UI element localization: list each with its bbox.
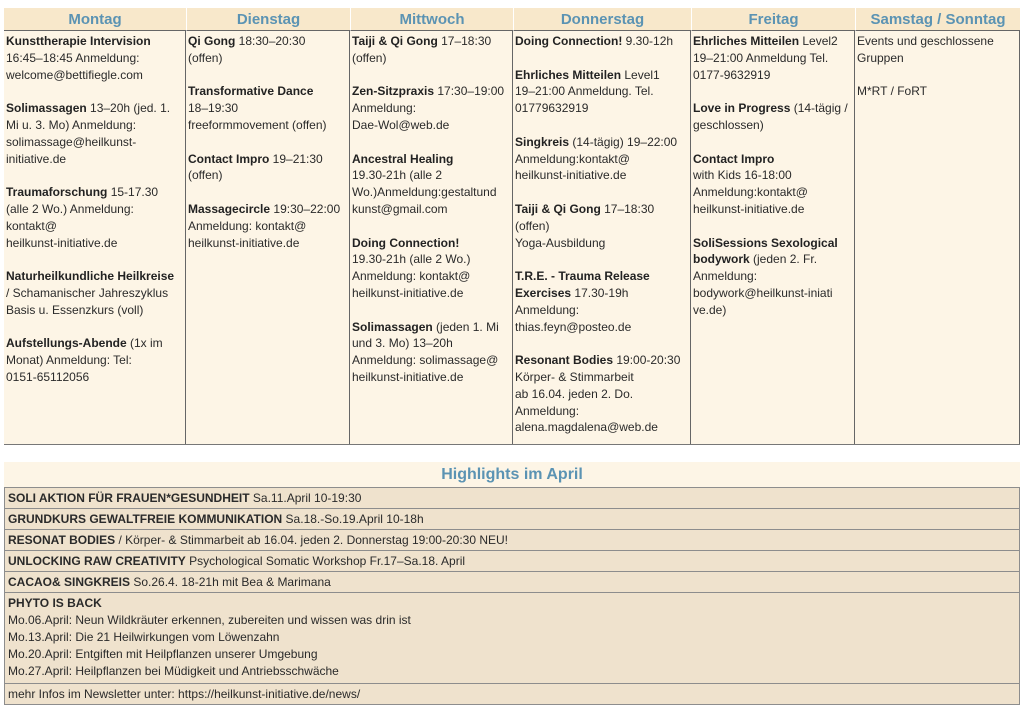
phyto-line: Mo.06.April: Neun Wildkräuter erkennen, zubereiten und wissen was drin ist bbox=[8, 613, 411, 627]
highlight-row bbox=[4, 530, 1020, 551]
entry-line: 01779632919 bbox=[515, 101, 589, 116]
entry-line: (offen) bbox=[352, 50, 387, 65]
entry-line: 19–21:00 Anmeldung. Tel. bbox=[515, 84, 654, 99]
schedule-entry bbox=[515, 134, 688, 184]
highlight-title: RESONAT BODIES bbox=[8, 533, 116, 547]
entry-line: 19–21:00 Anmeldung Tel. bbox=[693, 50, 829, 65]
entry-line: freeformmovement (offen) bbox=[188, 117, 327, 132]
entry-line: welcome@bettifiegle.com bbox=[6, 67, 143, 82]
schedule-entry bbox=[693, 33, 852, 83]
day-column bbox=[855, 31, 1020, 444]
entry-title: Traumaforschung bbox=[6, 185, 108, 200]
schedule-entry bbox=[6, 100, 183, 167]
schedule-entry bbox=[515, 201, 688, 251]
entry-line: with Kids 16-18:00 bbox=[693, 168, 792, 183]
entry-inline-text: 17–18:30 bbox=[437, 34, 492, 48]
entry-title: Ehrliches Mitteilen bbox=[693, 34, 800, 48]
entry-title: Kunsttherapie Intervision bbox=[6, 34, 151, 48]
schedule-entry bbox=[352, 33, 510, 67]
entry-title: Taiji & Qi Gong bbox=[515, 201, 601, 216]
day-header: Freitag bbox=[691, 8, 855, 31]
entry-line: initiative.de bbox=[6, 151, 67, 166]
entry-line: Events und geschlossene bbox=[857, 34, 994, 48]
highlight-details: So.26.4. 18-21h mit Bea & Marimana bbox=[130, 575, 331, 589]
entry-inline-text: 17:30–19:00 bbox=[434, 84, 505, 99]
entry-line: Gruppen bbox=[857, 50, 904, 65]
entry-inline-text: 15-17.30 bbox=[107, 185, 159, 200]
entry-title: Taiji & Qi Gong bbox=[352, 34, 438, 48]
highlight-details: Psychological Somatic Workshop Fr.17–Sa.18. April bbox=[185, 554, 466, 568]
schedule-entry bbox=[352, 319, 510, 386]
highlights-section bbox=[4, 462, 1020, 705]
entry-line: Anmeldung: bbox=[352, 101, 417, 116]
entry-title: Doing Connection! bbox=[515, 34, 623, 48]
highlight-title: SOLI AKTION FÜR FRAUEN*GESUNDHEIT bbox=[8, 491, 250, 505]
day-header: Donnerstag bbox=[513, 8, 691, 31]
entry-line: bodywork@heilkunst-iniati bbox=[693, 285, 833, 300]
schedule-entry bbox=[857, 33, 1017, 67]
schedule-entry bbox=[352, 83, 510, 133]
entry-line: Körper- & Stimmarbeit bbox=[515, 369, 634, 384]
schedule-entry bbox=[188, 151, 347, 185]
entry-title: bodywork bbox=[693, 252, 750, 267]
entry-line: alena.magdalena@web.de bbox=[515, 420, 658, 435]
entry-line: (alle 2 Wo.) Anmeldung: bbox=[6, 201, 134, 216]
schedule-entry bbox=[188, 83, 347, 133]
entry-title: Contact Impro bbox=[693, 151, 775, 166]
entry-title: Singkreis bbox=[515, 134, 570, 149]
highlight-title: GRUNDKURS GEWALTFREIE KOMMUNIKATION bbox=[8, 512, 283, 526]
entry-line: 18–19:30 bbox=[188, 101, 239, 116]
entry-line: ve.de) bbox=[693, 302, 727, 317]
schedule-entry bbox=[352, 235, 510, 302]
day-column bbox=[186, 31, 350, 444]
entry-line: Anmeldung: bbox=[515, 403, 580, 418]
day-header: Dienstag bbox=[186, 8, 350, 31]
entry-inline-text: 13–20h (jed. 1. bbox=[86, 101, 171, 116]
newsletter-text: mehr Infos im Newsletter unter: https://heilkunst-initiative.de/news/ bbox=[8, 687, 361, 701]
schedule-entry bbox=[515, 33, 688, 50]
entry-inline-text: (jeden 1. Mi bbox=[432, 319, 499, 334]
entry-title: Contact Impro bbox=[188, 151, 270, 166]
highlight-row bbox=[4, 551, 1020, 572]
schedule-entry bbox=[857, 83, 1017, 100]
entry-title: Solimassagen bbox=[352, 319, 433, 334]
entry-inline-text: 17.30-19h bbox=[571, 285, 629, 300]
entry-inline-text: Level2 bbox=[799, 34, 838, 48]
entry-title: Exercises bbox=[515, 285, 572, 300]
schedule-entry bbox=[6, 184, 183, 251]
entry-line: und 3. Mo) 13–20h bbox=[352, 336, 453, 351]
entry-inline-text: 17–18:30 bbox=[600, 201, 655, 216]
entry-title: Naturheilkundliche Heilkreise bbox=[6, 269, 175, 284]
schedule-entry bbox=[515, 268, 688, 285]
entry-line: Dae-Wol@web.de bbox=[352, 117, 450, 132]
schedule-entry bbox=[188, 201, 347, 251]
entry-line: heilkunst-initiative.de bbox=[352, 285, 464, 300]
entry-line: heilkunst-initiative.de bbox=[515, 168, 627, 183]
phyto-block bbox=[4, 593, 1020, 684]
entry-line: 0151-65112056 bbox=[6, 369, 90, 384]
schedule-entry bbox=[693, 100, 852, 134]
entry-inline-text: 19:30–22:00 bbox=[270, 201, 341, 216]
entry-line: (offen) bbox=[188, 50, 223, 65]
entry-line: heilkunst-initiative.de bbox=[188, 235, 300, 250]
phyto-line: Mo.20.April: Entgiften mit Heilpflanzen unserer Umgebung bbox=[8, 647, 318, 661]
schedule-entry bbox=[6, 268, 183, 318]
entry-line: 19.30-21h (alle 2 Wo.) bbox=[352, 252, 471, 267]
entry-line: geschlossen) bbox=[693, 117, 764, 132]
entry-line: (offen) bbox=[515, 218, 550, 233]
entry-title: Solimassagen bbox=[6, 101, 87, 116]
day-column bbox=[4, 31, 186, 444]
entry-inline-text: 19–21:30 bbox=[269, 151, 323, 166]
entry-inline-text: 19:00-20:30 bbox=[613, 353, 681, 368]
schedule-entry bbox=[515, 67, 688, 117]
highlights-title: Highlights im April bbox=[4, 462, 1020, 487]
entry-line: Anmeldung: bbox=[515, 302, 580, 317]
entry-inline-text: 18:30–20:30 bbox=[235, 34, 306, 48]
entry-title: Massagecircle bbox=[188, 201, 271, 216]
entry-inline-text: (14-tägig) 19–22:00 bbox=[569, 134, 678, 149]
highlight-title: CACAO& SINGKREIS bbox=[8, 575, 131, 589]
entry-title: Resonant Bodies bbox=[515, 353, 614, 368]
entry-title: Ancestral Healing bbox=[352, 151, 454, 166]
entry-line: / Schamanischer Jahreszyklus bbox=[6, 285, 169, 300]
entry-line: Anmeldung: kontakt@ bbox=[352, 269, 471, 284]
day-header: Montag bbox=[4, 8, 186, 31]
entry-line: Anmeldung: bbox=[693, 269, 758, 284]
entry-title: Love in Progress bbox=[693, 101, 791, 116]
entry-inline-text: 9.30-12h bbox=[622, 34, 674, 48]
highlight-title: UNLOCKING RAW CREATIVITY bbox=[8, 554, 186, 568]
entry-line: heilkunst-initiative.de bbox=[693, 201, 805, 216]
schedule-entry bbox=[352, 151, 510, 218]
entry-line: (offen) bbox=[188, 168, 223, 183]
entry-title: Doing Connection! bbox=[352, 235, 460, 250]
highlight-details: Sa.11.April 10-19:30 bbox=[249, 491, 362, 505]
entry-line: thias.feyn@posteo.de bbox=[515, 319, 632, 334]
entry-line: Mi u. 3. Mo) Anmeldung: bbox=[6, 117, 137, 132]
entry-line: Anmeldung:kontakt@ bbox=[693, 185, 808, 200]
weekly-schedule-table bbox=[4, 8, 1020, 445]
entry-line: heilkunst-initiative.de bbox=[6, 235, 118, 250]
entry-title: SoliSessions Sexological bbox=[693, 235, 838, 250]
entry-inline-text: Level1 bbox=[621, 67, 660, 82]
entry-line: 19.30-21h (alle 2 bbox=[352, 168, 443, 183]
entry-inline-text: (1x im bbox=[126, 336, 163, 351]
entry-title: Aufstellungs-Abende bbox=[6, 336, 127, 351]
entry-line: Anmeldung: solimassage@ bbox=[352, 353, 499, 368]
entry-line: 16:45–18:45 Anmeldung: bbox=[6, 50, 140, 65]
entry-line: M*RT / FoRT bbox=[857, 84, 928, 99]
schedule-entry bbox=[188, 33, 347, 67]
phyto-line: Mo.13.April: Die 21 Heilwirkungen vom Löwenzahn bbox=[8, 630, 280, 644]
day-header: Mittwoch bbox=[350, 8, 513, 31]
entry-title: Qi Gong bbox=[188, 34, 236, 48]
highlight-details: / Körper- & Stimmarbeit ab 16.04. jeden 2. Donnerstag 19:00-20:30 NEU! bbox=[115, 533, 509, 547]
entry-line: Anmeldung: kontakt@ bbox=[188, 218, 307, 233]
entry-title: Ehrliches Mitteilen bbox=[515, 67, 622, 82]
highlight-row bbox=[4, 509, 1020, 530]
schedule-entry bbox=[693, 151, 852, 218]
schedule-entry bbox=[6, 335, 183, 385]
entry-title: Zen-Sitzpraxis bbox=[352, 84, 435, 99]
entry-line: Wo.)Anmeldung:gestaltund bbox=[352, 185, 497, 200]
schedule-entry bbox=[515, 285, 688, 335]
day-column bbox=[513, 31, 691, 444]
day-column bbox=[691, 31, 855, 444]
entry-line: ab 16.04. jeden 2. Do. bbox=[515, 386, 634, 401]
entry-line: kunst@gmail.com bbox=[352, 201, 448, 216]
schedule-entry bbox=[515, 352, 688, 436]
schedule-entry bbox=[693, 251, 852, 318]
highlight-row bbox=[4, 572, 1020, 593]
highlight-row bbox=[4, 487, 1020, 509]
entry-line: solimassage@heilkunst- bbox=[6, 134, 137, 149]
entry-title: T.R.E. - Trauma Release bbox=[515, 269, 650, 284]
entry-line: heilkunst-initiative.de bbox=[352, 369, 464, 384]
phyto-title: PHYTO IS BACK bbox=[8, 596, 102, 610]
phyto-line: Mo.27.April: Heilpflanzen bei Müdigkeit und Antriebsschwäche bbox=[8, 664, 339, 678]
entry-line: Yoga-Ausbildung bbox=[515, 235, 606, 250]
entry-inline-text: (14-tägig / bbox=[790, 101, 848, 116]
entry-line: Anmeldung:kontakt@ bbox=[515, 151, 630, 166]
schedule-entry bbox=[693, 235, 852, 252]
schedule-entry bbox=[6, 33, 183, 83]
entry-inline-text: (jeden 2. Fr. bbox=[749, 252, 818, 267]
highlight-details: Sa.18.-So.19.April 10-18h bbox=[282, 512, 424, 526]
day-header: Samstag / Sonntag bbox=[855, 8, 1020, 31]
newsletter-footer bbox=[4, 684, 1020, 705]
entry-line: 0177-9632919 bbox=[693, 67, 771, 82]
entry-line: Monat) Anmeldung: Tel: bbox=[6, 353, 132, 368]
day-column bbox=[350, 31, 513, 444]
entry-title: Transformative Dance bbox=[188, 84, 314, 99]
entry-line: Basis u. Essenzkurs (voll) bbox=[6, 302, 144, 317]
entry-line: kontakt@ bbox=[6, 218, 57, 233]
